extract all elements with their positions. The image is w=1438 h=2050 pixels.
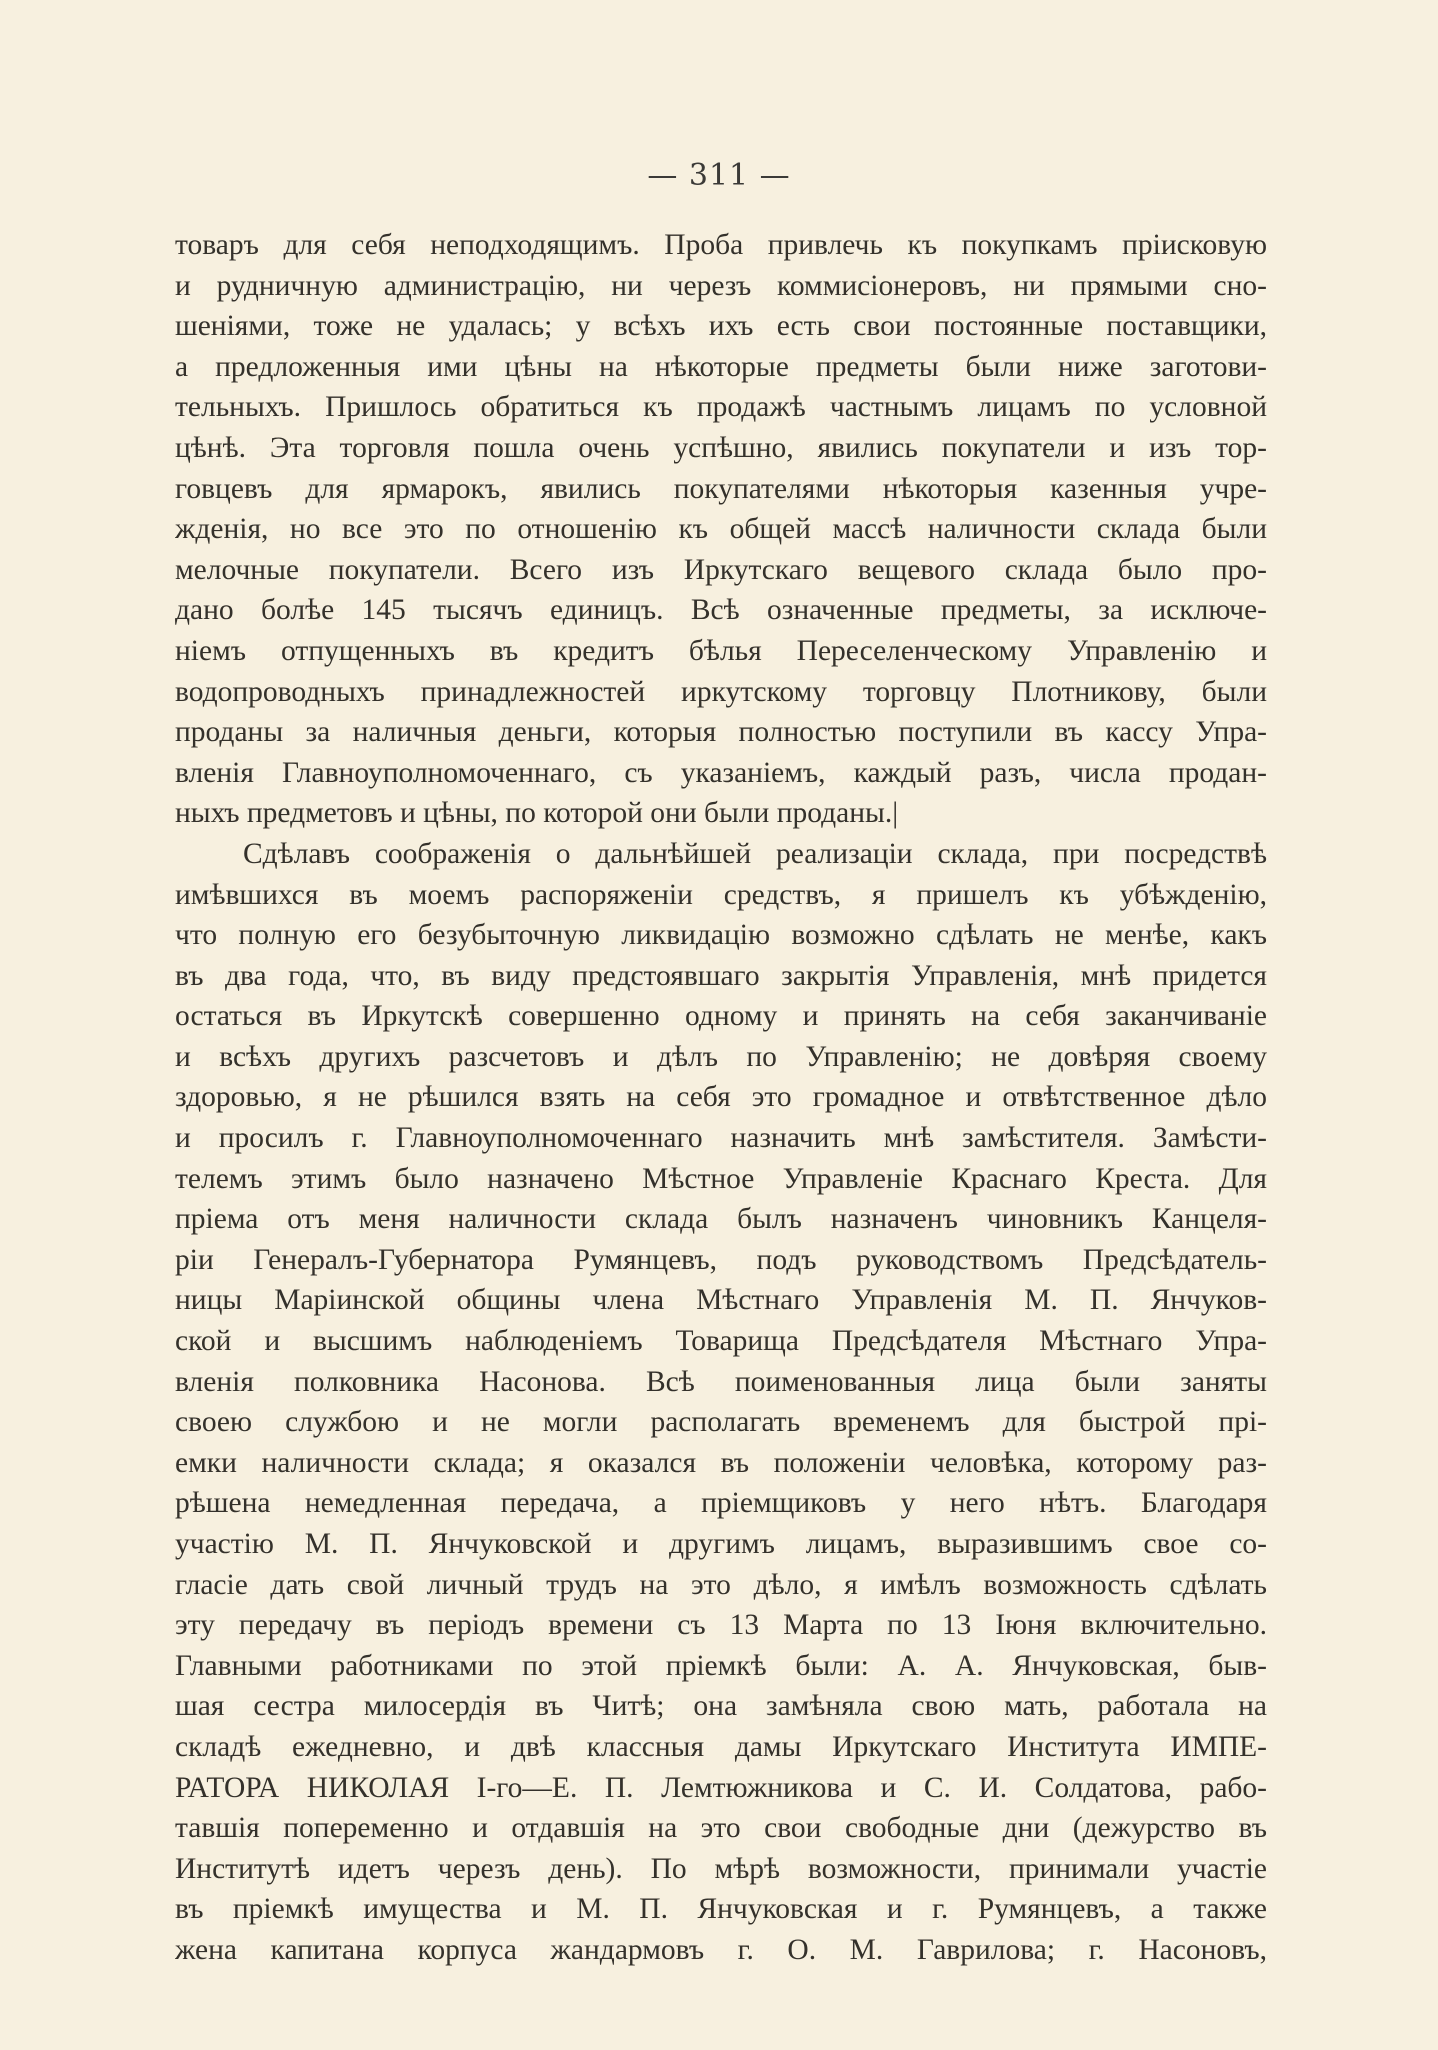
text-line: Институтѣ идетъ черезъ день). По мѣрѣ возможности, принимали участіе	[175, 1852, 1267, 1885]
text-line: цѣнѣ. Эта торговля пошла очень успѣшно, явились покупатели и изъ тор-	[175, 431, 1267, 464]
text-line: участію М. П. Янчуковской и другимъ лицамъ, выразившимъ свое со-	[175, 1528, 1267, 1560]
text-line: что полную его безубыточную ликвидацію возможно сдѣлать не менѣе, какъ	[175, 919, 1267, 952]
paragraph-end-line: ныхъ предметовъ и цѣны, по которой они были проданы.|	[175, 797, 899, 830]
text-line: рѣшена немедленная передача, а пріемщиковъ у него нѣтъ. Благодаря	[175, 1487, 1267, 1520]
text-line: жденія, но все это по отношенію къ общей массѣ наличности склада были	[175, 513, 1267, 546]
text-line: своею службою и не могли располагать временемъ для быстрой прі-	[175, 1406, 1267, 1439]
text-line: гласіе дать свой личный трудъ на это дѣло, я имѣлъ возможность сдѣлать	[175, 1568, 1267, 1601]
text-line: ніемъ отпущенныхъ въ кредитъ бѣлья Переселенческому Управленію и	[175, 634, 1267, 667]
text-line: эту передачу въ періодъ времени съ 13 Марта по 13 Іюня включительно.	[175, 1609, 1267, 1642]
text-line: въ два года, что, въ виду предстоявшаго закрытія Управленія, мнѣ придется	[175, 959, 1267, 992]
text-line: ской и высшимъ наблюденіемъ Товарища Предсѣдателя Мѣстнаго Упра-	[175, 1325, 1267, 1358]
text-line: товаръ для себя неподходящимъ. Проба привлечь къ покупкамъ пріисковую	[175, 229, 1267, 261]
text-line: проданы за наличныя деньги, которыя полностью поступили въ кассу Упра-	[175, 716, 1267, 749]
text-line: Главными работниками по этой пріемкѣ были: А. А. Янчуковская, быв-	[175, 1649, 1267, 1682]
text-line: вленія Главноуполномоченнаго, съ указаніемъ, каждый разъ, числа продан-	[175, 756, 1267, 789]
text-line: жена капитана корпуса жандармовъ г. О. М. Гаврилова; г. Насоновъ,	[175, 1933, 1267, 1966]
page-number: — 311 —	[647, 158, 791, 193]
text-line: тавшія попеременно и отдавшія на это свои свободные дни (дежурство въ	[175, 1812, 1267, 1845]
text-line: въ пріемкѣ имущества и М. П. Янчуковская и г. Румянцевъ, а также	[175, 1893, 1267, 1926]
text-line: остаться въ Иркутскѣ совершенно одному и принять на себя заканчиваніе	[175, 1000, 1267, 1033]
text-line: а предложенныя ими цѣны на нѣкоторые предметы были ниже заготови-	[175, 350, 1267, 383]
body-text	[175, 225, 1267, 1971]
text-line: ріи Генералъ-Губернатора Румянцевъ, подъ руководствомъ Предсѣдатель-	[175, 1243, 1267, 1276]
text-line: водопроводныхъ принадлежностей иркутскому торговцу Плотникову, были	[175, 675, 1267, 708]
text-line: говцевъ для ярмарокъ, явились покупателями нѣкоторыя казенныя учре-	[175, 472, 1267, 505]
text-line: телемъ этимъ было назначено Мѣстное Управленіе Краснаго Креста. Для	[175, 1162, 1267, 1195]
text-line: и просилъ г. Главноуполномоченнаго назначить мнѣ замѣстителя. Замѣсти-	[175, 1122, 1267, 1155]
text-line: и рудничную администрацію, ни черезъ коммисіонеровъ, ни прямыми сно-	[175, 269, 1267, 302]
text-line: имѣвшихся въ моемъ распоряженіи средствъ, я пришелъ къ убѣжденію,	[175, 878, 1267, 911]
text-line: складѣ ежедневно, и двѣ классныя дамы Иркутскаго Института ИМПЕ-	[175, 1730, 1267, 1763]
text-line: пріема отъ меня наличности склада былъ назначенъ чиновникъ Канцеля-	[175, 1203, 1267, 1236]
text-line: ницы Маріинской общины члена Мѣстнаго Управленія М. П. Янчуков-	[175, 1284, 1267, 1317]
paragraph-start-line: Сдѣлавъ соображенія о дальнѣйшей реализаціи склада, при посредствѣ	[243, 837, 1267, 870]
text-line: здоровью, я не рѣшился взять на себя это громадное и отвѣтственное дѣло	[175, 1081, 1267, 1114]
text-line: вленія полковника Насонова. Всѣ поименованныя лица были заняты	[175, 1365, 1267, 1398]
text-line: шая сестра милосердія въ Читѣ; она замѣняла свою мать, работала на	[175, 1690, 1267, 1723]
text-line: тельныхъ. Пришлось обратиться къ продажѣ частнымъ лицамъ по условной	[175, 391, 1267, 424]
text-line: и всѣхъ другихъ разсчетовъ и дѣлъ по Управленію; не довѣряя своему	[175, 1040, 1267, 1073]
text-line: шеніями, тоже не удалась; у всѣхъ ихъ есть свои постоянные поставщики,	[175, 310, 1267, 343]
text-line: РАТОРА НИКОЛАЯ І-го—Е. П. Лемтюжникова и С. И. Солдатова, рабо-	[175, 1771, 1267, 1804]
text-line: емки наличности склада; я оказался въ положеніи человѣка, которому раз-	[175, 1446, 1267, 1479]
text-line: дано болѣе 145 тысячъ единицъ. Всѣ означенные предметы, за исключе-	[175, 594, 1267, 627]
text-line: мелочные покупатели. Всего изъ Иркутскаго вещевого склада было про-	[175, 553, 1267, 586]
